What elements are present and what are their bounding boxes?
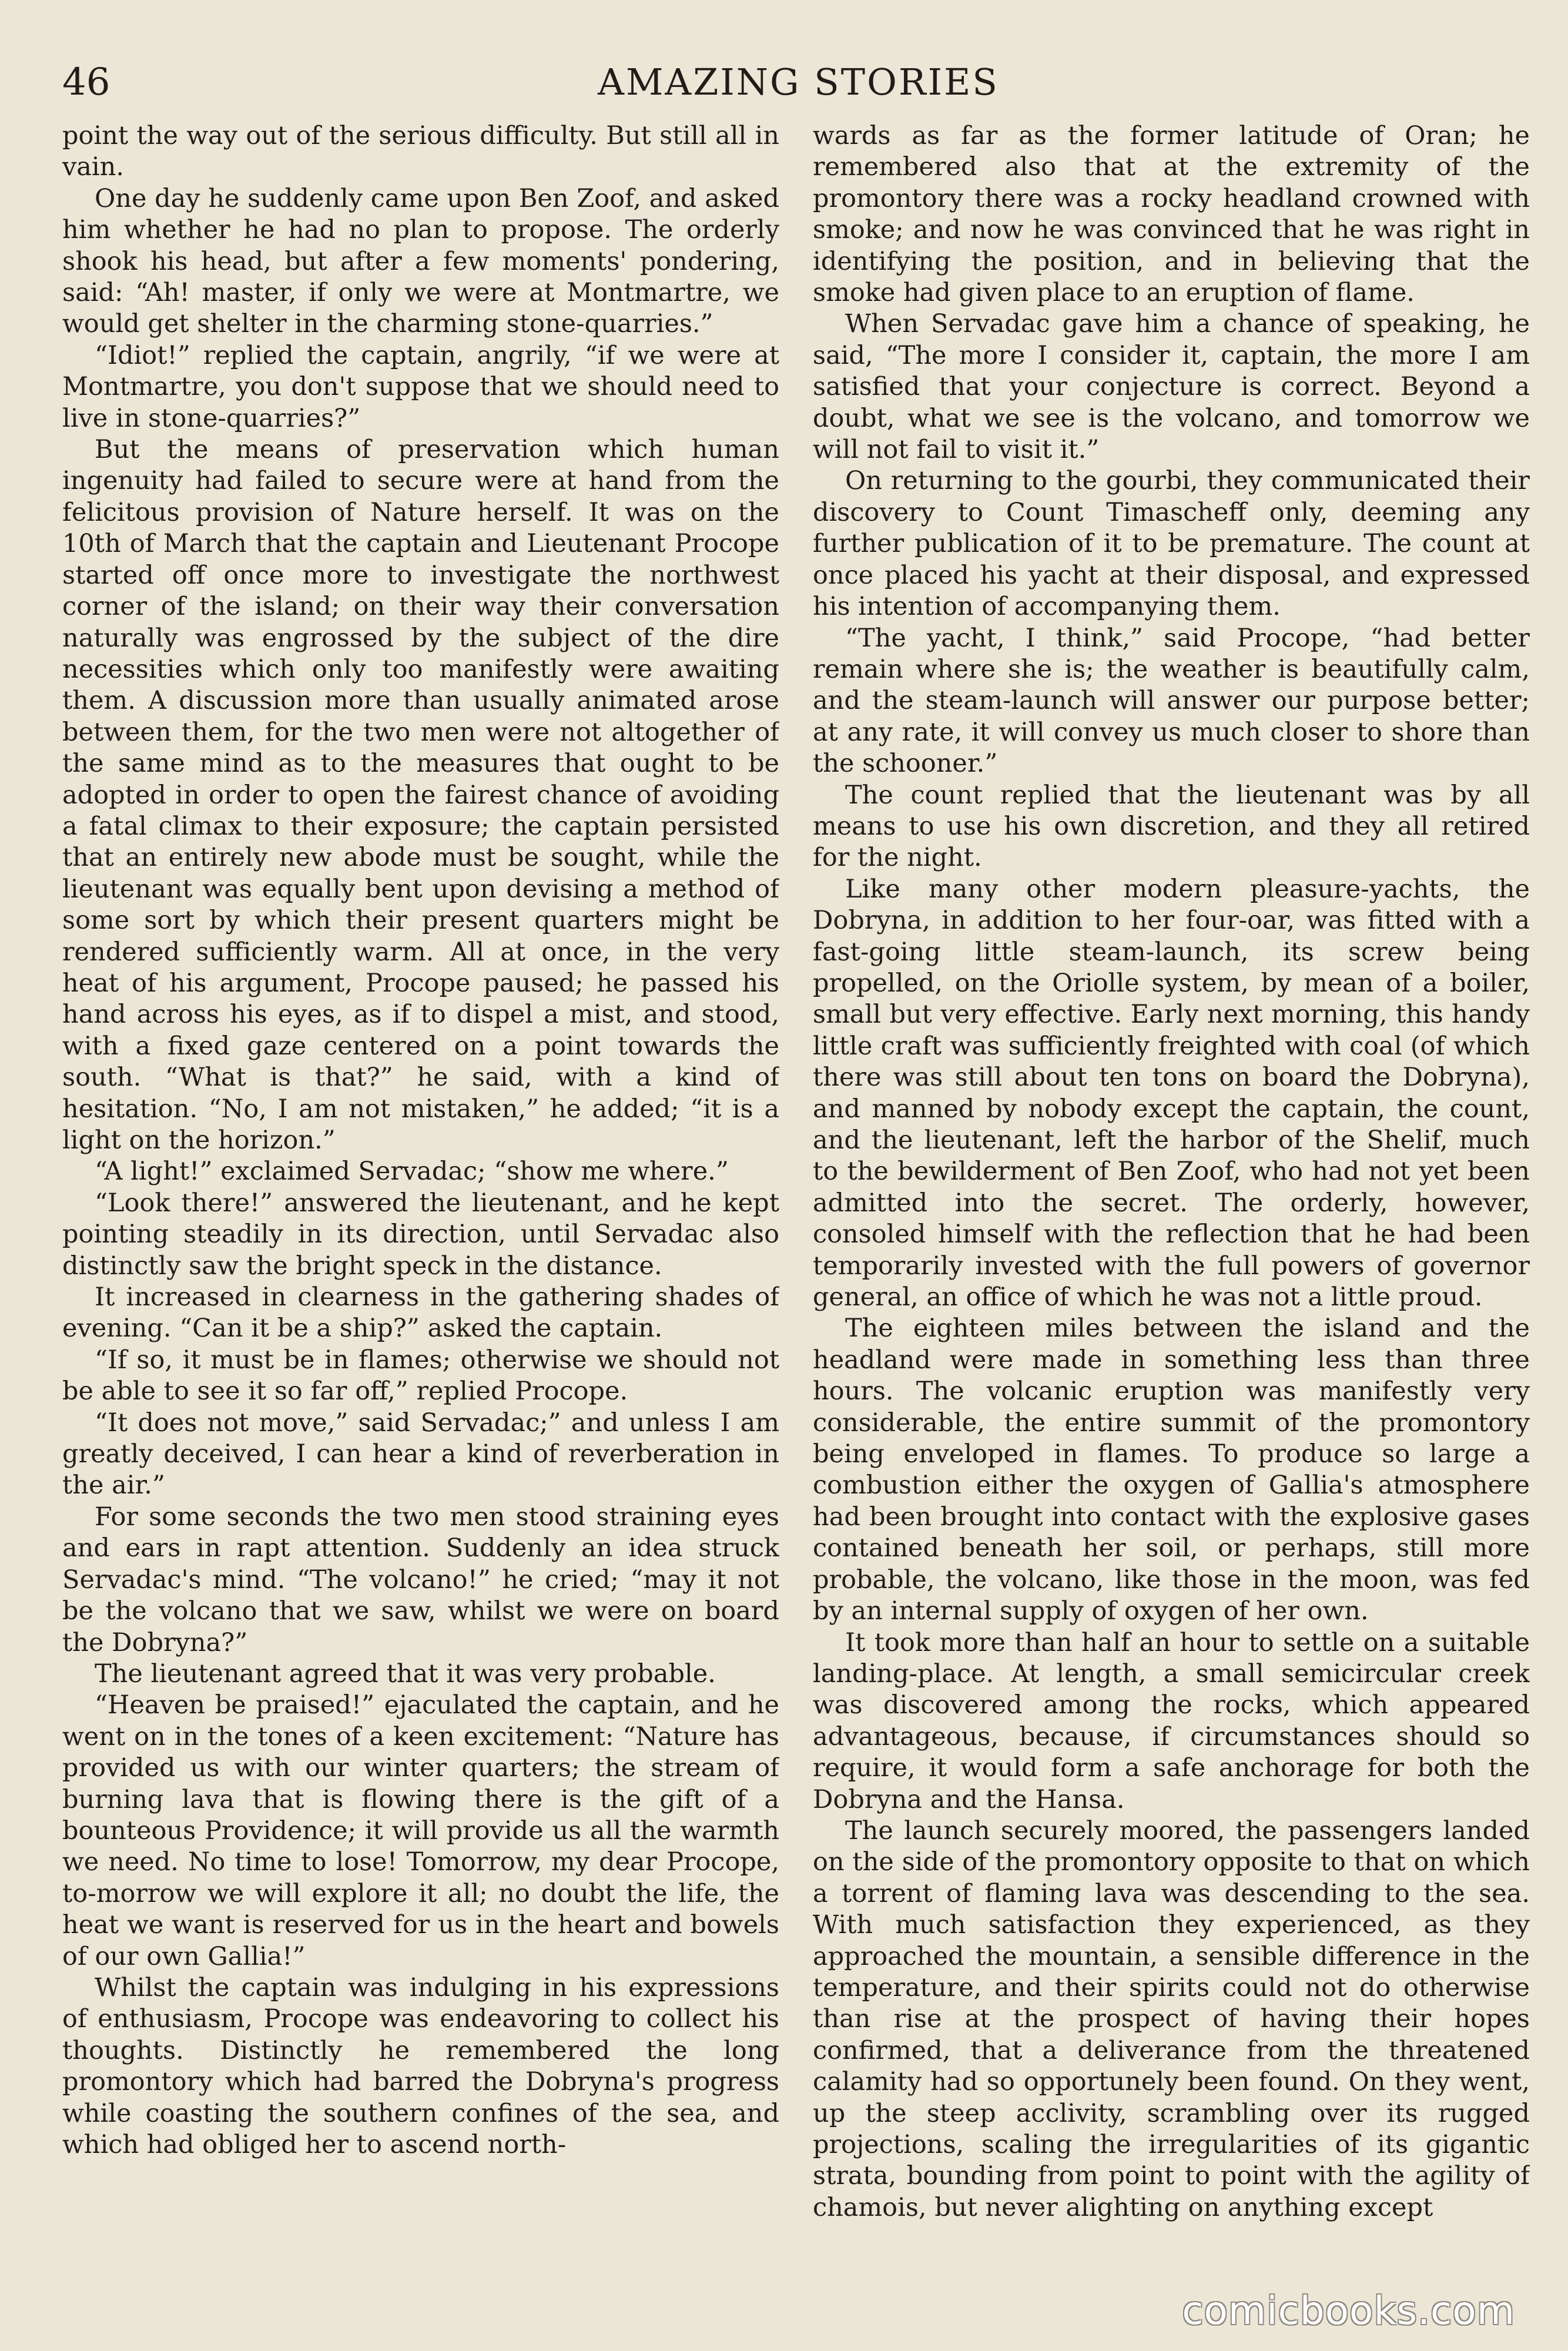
paragraph: “Idiot!” replied the captain, angrily, “if we were at Montmartre, you don't suppose that we should need to live in stone-quarries?” bbox=[62, 340, 779, 433]
paragraph: For some seconds the two men stood straining eyes and ears in rapt attention. Suddenly an idea struck Servadac's mind. “The volcano!” he cried; “may it not be the volcano that we saw, whilst we were on board the Dobryna?” bbox=[62, 1502, 779, 1657]
paragraph: The count replied that the lieutenant was by all means to use his own discretion, and they all retired for the night. bbox=[813, 780, 1530, 873]
paragraph: The lieutenant agreed that it was very probable. bbox=[95, 1659, 716, 1689]
page-header bbox=[62, 59, 1535, 106]
paragraph: When Servadac gave him a chance of speaking, he said, “The more I consider it, captain, the more I am satisfied that your conjecture is correct. Beyond a doubt, what we see is the volcano, and tomorrow we will not fail to visit it.” bbox=[813, 309, 1530, 465]
paragraph: But the means of preservation which human ingenuity had failed to secure were at hand from the felicitous provision of Nature herself. It was on the 10th of March that the captain and Lieutenant Procope started off once more to investigate the northwest corner of the island; on their way their conversation naturally was engrossed by the subject of the dire necessities which only too manifestly were awaiting them. A discussion more than usually animated arose between them, for the two men were not altogether of the same mind as to the measures that ought to be adopted in order to open the fairest chance of avoiding a fatal climax to their exposure; the captain persisted that an entirely new abode must be sought, while the lieutenant was equally bent upon devising a method of some sort by which their present quarters might be rendered sufficiently warm. All at once, in the very heat of his argument, Procope paused; he passed his hand across his eyes, as if to dispel a mist, and stood, with a fixed gaze centered on a point towards the south. “What is that?” he said, with a kind of hesitation. “No, I am not mistaken,” he added; “it is a light on the horizon.” bbox=[62, 435, 779, 1155]
paragraph: point the way out of the serious difficulty. But still all in vain. bbox=[62, 121, 779, 182]
paragraph: “If so, it must be in flames; otherwise we should not be able to see it so far off,” replied Procope. bbox=[62, 1345, 779, 1406]
paragraph: The eighteen miles between the island and the headland were made in something less than three hours. The volcanic eruption was manifestly very considerable, the entire summit of the promontory being enveloped in flames. To produce so large a combustion either the oxygen of Gallia's atmosphere had been brought into contact with the explosive gases contained beneath her soil, or perhaps, still more probable, the volcano, like those in the moon, was fed by an internal supply of oxygen of her own. bbox=[813, 1314, 1530, 1626]
paragraph: “Heaven be praised!” ejaculated the captain, and he went on in the tones of a keen excitement: “Nature has provided us with our winter quarters; the stream of burning lava that is flowing there is the gift of a bounteous Providence; it will provide us all the warmth we need. No time to lose! Tomorrow, my dear Procope, to-morrow we will explore it all; no doubt the life, the heat we want is reserved for us in the heart and bowels of our own Gallia!” bbox=[62, 1690, 779, 1971]
paragraph: It increased in clearness in the gathering shades of evening. “Can it be a ship?” asked the captain. bbox=[62, 1282, 779, 1344]
paragraph: “It does not move,” said Servadac;” and unless I am greatly deceived, I can hear a kind of reverberation in the air.” bbox=[62, 1408, 779, 1501]
paragraph: It took more than half an hour to settle on a suitable landing-place. At length, a small semicircular creek was discovered among the rocks, which appeared advantageous, because, if circumstances should so require, it would form a safe anchorage for both the Dobryna and the Hansa. bbox=[813, 1627, 1530, 1814]
paragraph: Whilst the captain was indulging in his expressions of enthusiasm, Procope was endeavoring to collect his thoughts. Distinctly he remembered the long promontory which had barred the Dobryna's progress while coasting the southern confines of the sea, and which had obliged her to ascend north- bbox=[62, 1972, 779, 2159]
paragraph: “Look there!” answered the lieutenant, and he kept pointing steadily in its direction, until Servadac also distinctly saw the bright speck in the distance. bbox=[62, 1188, 779, 1281]
paragraph: “A light!” exclaimed Servadac; “show me where.” bbox=[95, 1157, 729, 1187]
right-column bbox=[813, 120, 1530, 2319]
paragraph: Like many other modern pleasure-yachts, the Dobryna, in addition to her four-oar, was fitted with a fast-going little steam-launch, its screw being propelled, on the Oriolle system, by mean of a boiler, small but very effective. Early next morning, this handy little craft was sufficiently freighted with coal (of which there was still about ten tons on board the Dobryna), and manned by nobody except the captain, the count, and the lieutenant, left the harbor of the Shelif, much to the bewilderment of Ben Zoof, who had not yet been admitted into the secret. The orderly, however, consoled himself with the reflection that he had been temporarily invested with the full powers of governor general, an office of which he was not a little proud. bbox=[813, 874, 1530, 1312]
paragraph: wards as far as the former latitude of Oran; he remembered also that at the extremity of the promontory there was a rocky headland crowned with smoke; and now he was convinced that he was right in identifying the position, and in believing that the smoke had given place to an eruption of flame. bbox=[813, 121, 1530, 308]
paragraph: “The yacht, I think,” said Procope, “had better remain where she is; the weather is beautifully calm, and the steam-launch will answer our purpose better; at any rate, it will convey us much closer to shore than the schooner.” bbox=[813, 623, 1530, 779]
watermark-text: comicbooks.com bbox=[1182, 2288, 1515, 2333]
journal-title: AMAZING STORIES bbox=[598, 61, 999, 103]
paragraph: One day he suddenly came upon Ben Zoof, and asked him whether he had no plan to propose. The orderly shook his head, but after a few moments' pondering, said: “Ah! master, if only we were at Montmartre, we would get shelter in the charming stone-quarries.” bbox=[62, 183, 779, 339]
page-number: 46 bbox=[62, 61, 110, 104]
paragraph: On returning to the gourbi, they communicated their discovery to Count Timascheff only, deeming any further publication of it to be premature. The count at once placed his yacht at their disposal, and expressed his intention of accompanying them. bbox=[813, 466, 1530, 622]
paragraph: The launch securely moored, the passengers landed on the side of the promontory opposite to that on which a torrent of flaming lava was descending to the sea. With much satisfaction they experienced, as they approached the mountain, a sensible difference in the temperature, and their spirits could not do otherwise than rise at the prospect of having their hopes confirmed, that a deliverance from the threatened calamity had so opportunely been found. On they went, up the steep acclivity, scrambling over its rugged projections, scaling the irregularities of its gigantic strata, bounding from point to point with the agility of chamois, but never alighting on anything except bbox=[813, 1816, 1530, 2222]
left-column bbox=[62, 120, 779, 2319]
